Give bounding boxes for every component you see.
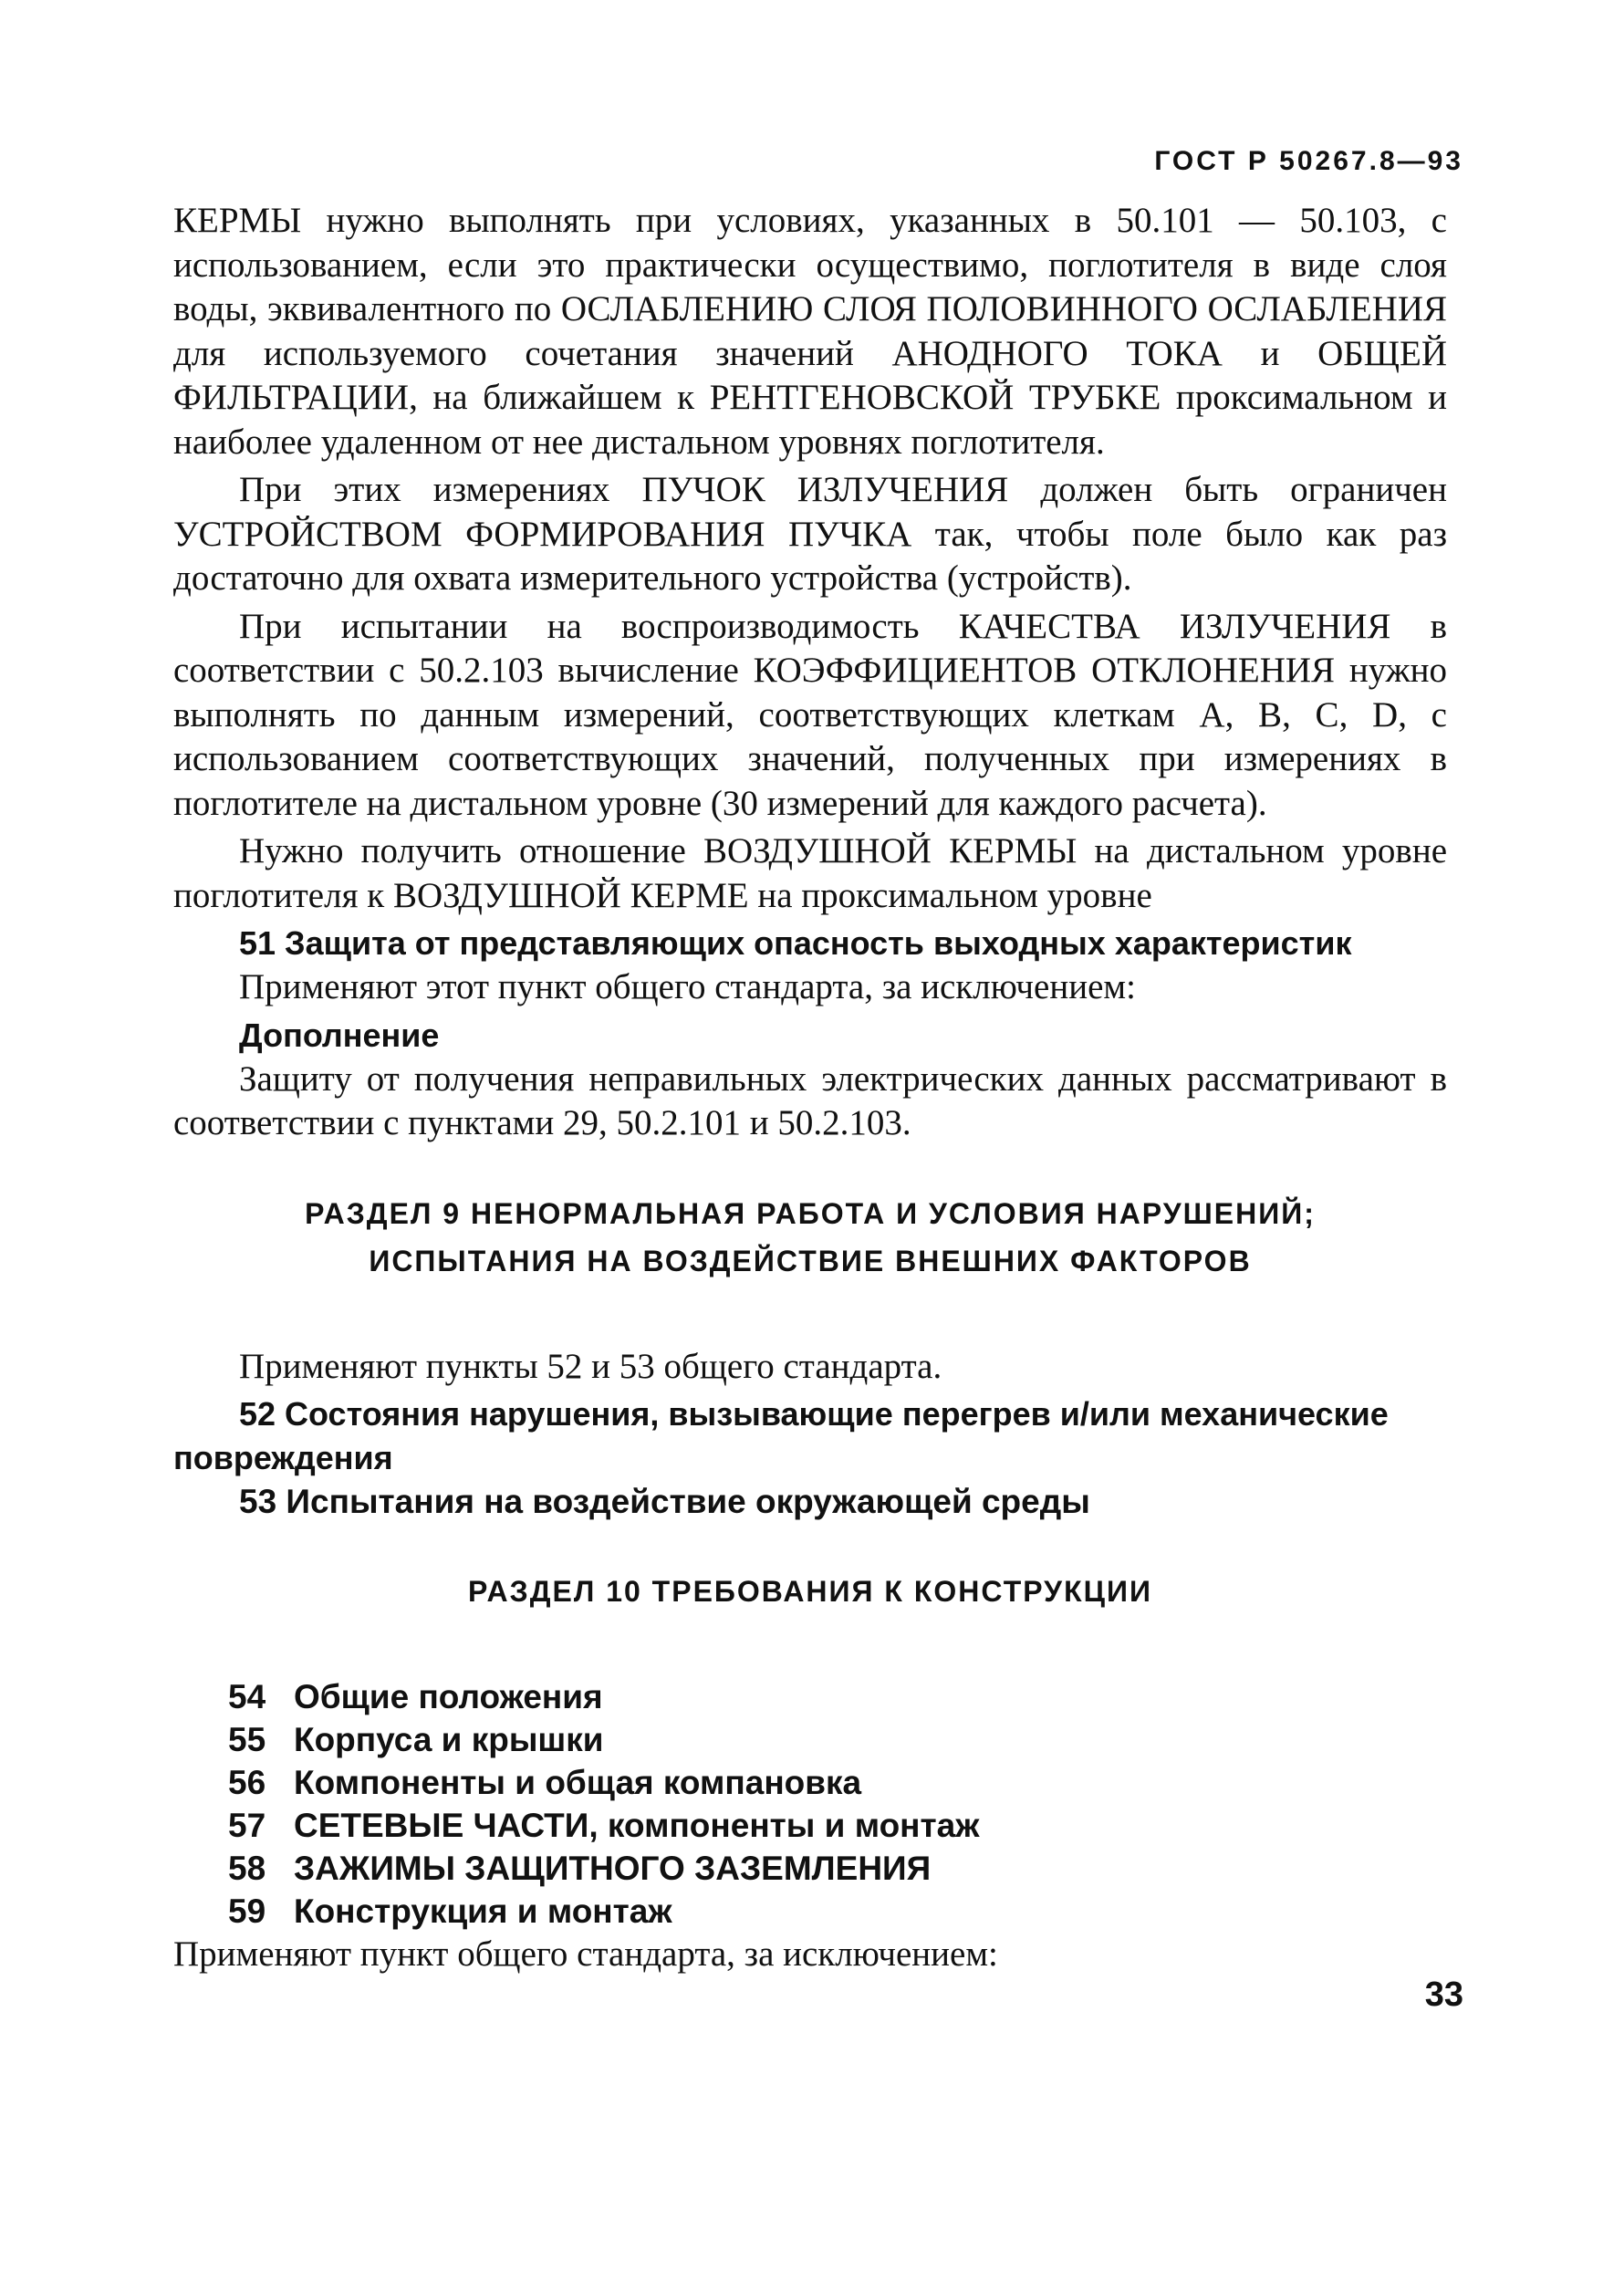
clause-number: 56 xyxy=(228,1764,266,1801)
list-item xyxy=(228,1804,1447,1847)
list-item xyxy=(228,1890,1447,1933)
paragraph-kerma-conditions: КЕРМЫ нужно выполнять при условиях, указанных в 50.101 — 50.103, с использованием, если это практически осуществимо, поглотителя в виде слоя воды, эквивалентного по ОСЛАБЛЕНИЮ СЛОЯ ПОЛОВИННОГО ОСЛАБЛЕНИЯ для используемого сочетания значений АНОДНОГО ТОКА и ОБЩЕЙ ФИЛЬТРАЦИИ, на ближайшем к РЕНТГЕНОВСКОЙ ТРУБКЕ проксимальном и наиболее удаленном от нее дистальном уровнях поглотителя. xyxy=(173,201,1447,462)
clause-title: Конструкция и монтаж xyxy=(294,1892,672,1930)
paragraph-reproducibility-test: При испытании на воспроизводимость КАЧЕСТВА ИЗЛУЧЕНИЯ в соответствии с 50.2.103 вычисление КОЭФФИЦИЕНТОВ ОТКЛОНЕНИЯ нужно выполнять по данным измерений, соответствующих клеткам A, B, C, D, с использованием соответствующих значений, полученных при измерениях в поглотителе на дистальном уровне (30 измерений для каждого расчета). xyxy=(173,606,1447,823)
clause-number: 55 xyxy=(228,1721,266,1758)
paragraph-beam-limitation: При этих измерениях ПУЧОК ИЗЛУЧЕНИЯ должен быть ограничен УСТРОЙСТВОМ ФОРМИРОВАНИЯ ПУЧКА так, чтобы поле было как раз достаточно для охвата измерительного устройства (устройств). xyxy=(173,470,1447,598)
clause-number: 59 xyxy=(228,1892,266,1930)
section-9-heading xyxy=(173,1190,1447,1285)
document-body xyxy=(173,199,1447,1981)
clause-51-addition-label: Дополнение xyxy=(239,1016,440,1054)
clause-51-title: 51 Защита от представляющих опасность выходных характеристик xyxy=(239,924,1352,962)
section-10-clause-list xyxy=(173,1675,1447,1933)
clause-number: 54 xyxy=(228,1678,266,1715)
list-item xyxy=(228,1761,1447,1804)
clause-title: Компоненты и общая компановка xyxy=(294,1764,862,1801)
clause-number: 58 xyxy=(228,1850,266,1887)
clause-52-title: 52 Состояния нарушения, вызывающие перегрев и/или механические повреждения xyxy=(173,1395,1389,1476)
section-9-title-line-1: РАЗДЕЛ 9 НЕНОРМАЛЬНАЯ РАБОТА И УСЛОВИЯ НАРУШЕНИЙ; xyxy=(305,1196,1316,1230)
clause-title: ЗАЖИМЫ ЗАЩИТНОГО ЗАЗЕМЛЕНИЯ xyxy=(294,1850,932,1887)
section-10-heading: РАЗДЕЛ 10 ТРЕБОВАНИЯ К КОНСТРУКЦИИ xyxy=(468,1575,1152,1608)
page-number: 33 xyxy=(1424,1975,1463,2014)
paragraph-air-kerma-ratio: Нужно получить отношение ВОЗДУШНОЙ КЕРМЫ на дистальном уровне поглотителя к ВОЗДУШНОЙ КЕРМЕ на проксимальном уровне xyxy=(173,831,1447,915)
section-9-title-line-2: ИСПЫТАНИЯ НА ВОЗДЕЙСТВИЕ ВНЕШНИХ ФАКТОРОВ xyxy=(369,1244,1252,1277)
list-item xyxy=(228,1675,1447,1718)
clause-number: 57 xyxy=(228,1807,266,1844)
document-code-header: ГОСТ Р 50267.8—93 xyxy=(1154,146,1463,176)
clause-51-applies: Применяют этот пункт общего стандарта, за исключением: xyxy=(239,967,1136,1006)
list-item xyxy=(228,1718,1447,1761)
list-item xyxy=(228,1847,1447,1890)
section-10-closing: Применяют пункт общего стандарта, за исключением: xyxy=(173,1934,998,1974)
clause-title: СЕТЕВЫЕ ЧАСТИ, компоненты и монтаж xyxy=(294,1807,980,1844)
clause-title: Корпуса и крышки xyxy=(294,1721,604,1758)
clause-53-title: 53 Испытания на воздействие окружающей среды xyxy=(239,1483,1090,1520)
section-9-intro: Применяют пункты 52 и 53 общего стандарта. xyxy=(239,1346,942,1386)
clause-51-addition-text: Защиту от получения неправильных электрических данных рассматривают в соответствии с пунктами 29, 50.2.101 и 50.2.103. xyxy=(173,1058,1447,1142)
clause-title: Общие положения xyxy=(294,1678,603,1715)
